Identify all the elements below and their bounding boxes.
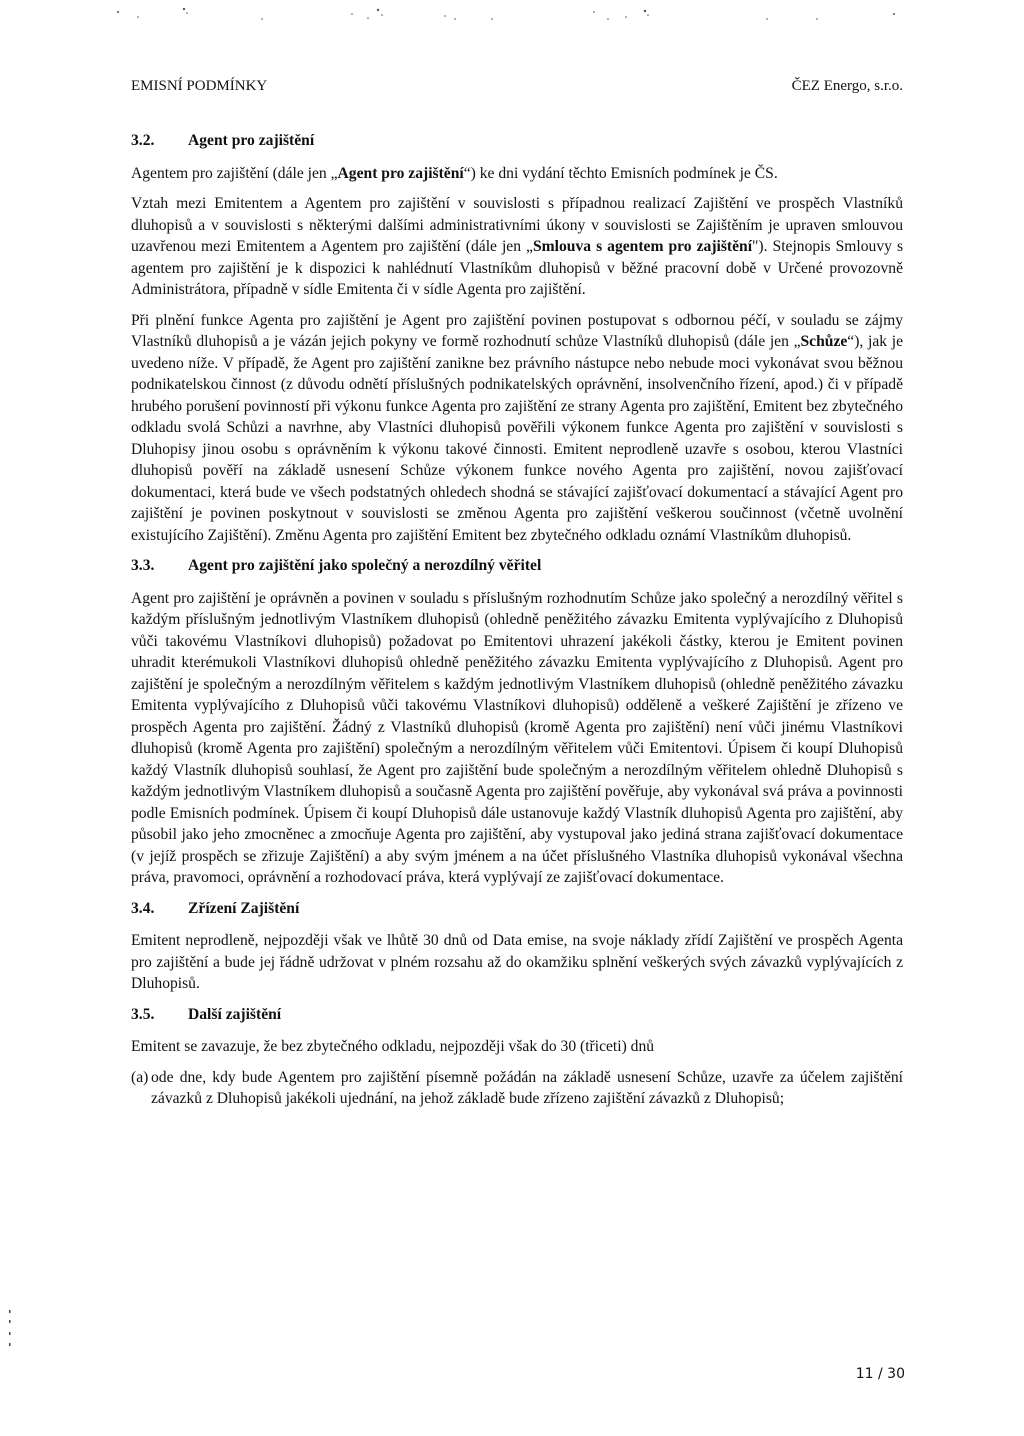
text-run: Při plnění funkce Agenta pro zajištění je Agent pro zajištění povinen postupovat s odbornou péčí, v souladu se zájmy Vlastníků dluhopisů a je vázán jejich pokyny ve formě rozhodnutí schůze Vlastníků dluhopisů (dále jen „ bbox=[131, 311, 903, 350]
defined-term: Schůze bbox=[800, 333, 848, 350]
text-run: Emitent se zavazuje, že bez zbytečného odkladu, nejpozději však do 30 (třiceti) dnů bbox=[131, 1038, 655, 1055]
defined-term: Agent pro zajištění bbox=[337, 164, 464, 182]
header-document-title: EMISNÍ PODMÍNKY bbox=[131, 78, 268, 94]
section-title: Zřízení Zajištění bbox=[188, 899, 300, 917]
section-title: Agent pro zajištění bbox=[188, 132, 315, 149]
text-run: Emitent neprodleně, nejpozději však ve lhůtě 30 dnů od Data emise, na svoje náklady zřídí Zajištění ve prospěch Agenta pro zajištění a bude jej řádně udržovat v plném rozsahu až do okamžiku splnění veškerých svých závazků vyplývajících z Dluhopisů. bbox=[131, 932, 903, 992]
list-item bbox=[131, 1067, 903, 1110]
page-number: 11 / 30 bbox=[855, 1366, 905, 1382]
paragraph bbox=[131, 193, 903, 301]
list-marker: (a) bbox=[131, 1068, 149, 1086]
paragraph bbox=[131, 310, 903, 547]
section-title: Agent pro zajištění jako společný a nerozdílný věřitel bbox=[188, 557, 542, 574]
section-heading bbox=[131, 555, 903, 577]
section-number: 3.5. bbox=[131, 1005, 155, 1023]
paragraph bbox=[131, 163, 903, 185]
section-heading bbox=[131, 898, 903, 920]
page-header bbox=[131, 74, 903, 98]
paragraph bbox=[131, 930, 903, 995]
margin-scan-mark bbox=[8, 1310, 12, 1350]
text-run: “), jak je uvedeno níže. V případě, že Agent pro zajištění zanikne bez právního nástupce nebo nebude moci vykonávat svou běžnou podnikatelskou činnost (z důvodu odnětí příslušných podnikatelských oprávnění, insolvenčního řízení, apod.) či v případě hrubého porušení povinností při výkonu funkce Agenta pro zajištění ze strany Agenta pro zajištění, Emitent bez zbytečného odkladu svolá Schůzi a navrhne, aby Vlastníci dluhopisů pověřili výkonem funkce Agenta pro zajištění v souvislosti s Dluhopisy jinou osobu s oprávněním k výkonu takové činnosti. Emitent neprodleně uzavře s osobou, kterou Vlastníci dluhopisů pověří na základě usnesení Schůze výkonem funkce nového Agenta pro zajištění, novou zajišťovací dokumentaci, která bude ve všech podstatných ohledech shodná se stávající zajišťovací dokumentací a stávající Agent pro zajištění je povinen poskytnout v souvislosti se změnou Agenta pro zajištění veškerou součinnost (včetně uvolnění existujícího Zajištění). Změnu Agenta pro zajištění Emitent bez zbytečného odkladu oznámí Vlastníkům dluhopisů. bbox=[131, 333, 903, 544]
document-body bbox=[131, 130, 903, 1110]
text-run: Agent pro zajištění je oprávněn a povinen v souladu s příslušným rozhodnutím Schůze jako společný a nerozdílný věřitel s každým příslušným jednotlivým Vlastníkem dluhopisů (ohledně peněžitého závazku Emitenta vyplývajícího z Dluhopisů vůči takovému Vlastníkovi dluhopisů) požadovat po Emitentovi uhrazení jakékoli částky, kterou je Emitent povinen uhradit kterémukoli Vlastníkovi dluhopisů ohledně peněžitého závazku Emitenta vyplývajícího z Dluhopisů. Agent pro zajištění je společným a nerozdílným věřitelem s každým jednotlivým Vlastníkem dluhopisů (ohledně peněžitého závazku Emitenta vyplývajícího z Dluhopisů vůči takovému Vlastníkovi dluhopisů) odděleně a veškeré Zajištění je zřízeno ve prospěch Agenta pro zajištění. Žádný z Vlastníků dluhopisů (kromě Agenta pro zajištění) není vůči jinému Vlastníkovi dluhopisů (kromě Agenta pro zajištění) společným a nerozdílným věřitelem vůči Emitentovi. Úpisem či koupí Dluhopisů každý Vlastník dluhopisů souhlasí, že Agent pro zajištění bude společným a nerozdílným věřitelem ohledně Dluhopisů s každým jednotlivým Vlastníkem dluhopisů a současně Agenta pro zajištění pověřuje, aby vykonával svá práva a povinnosti podle Emisních podmínek. Úpisem či koupí Dluhopisů dále ustanovuje každý Vlastník dluhopisů Agenta pro zajištění, aby působil jako jeho zmocněnec a zmocňuje Agenta pro zajištění, aby vystupoval jako jediná strana zajišťovací dokumentace (v jejíž prospěch se zřizuje Zajištění) a aby svým jménem a na účet příslušného Vlastníka dluhopisů vykonával všechna práva, pravomoci, oprávnění a rozhodovací práva, která vyplývají ze zajišťovací dokumentace. bbox=[131, 589, 903, 886]
section-number: 3.2. bbox=[131, 132, 155, 149]
text-run: "). Stejnopis Smlouvy s agentem pro zajištění je k dispozici k nahlédnutí Vlastníkům dluhopisů v běžné pracovní době v Určené provozovně Administrátora, případně v sídle Emitenta či v sídle Agenta pro zajištění. bbox=[131, 238, 904, 298]
text-run: Agentem pro zajištění (dále jen „ bbox=[131, 164, 338, 182]
defined-term: Smlouva s agentem pro zajištění bbox=[532, 238, 753, 255]
section-heading bbox=[131, 130, 903, 152]
section-title: Další zajištění bbox=[188, 1005, 282, 1023]
header-company-name: ČEZ Energo, s.r.o. bbox=[791, 78, 903, 94]
section-number: 3.4. bbox=[131, 899, 155, 917]
text-run: Vztah mezi Emitentem a Agentem pro zajištění v souvislosti s případnou realizací Zajištění ve prospěch Vlastníků dluhopisů a v souvislosti s některými dalšími administrativními úkony v souvislosti se Zajištěním je upraven smlouvou uzavřenou mezi Emitentem a Agentem pro zajištění (dále jen „ bbox=[131, 195, 903, 255]
paragraph bbox=[131, 1036, 903, 1058]
paragraph bbox=[131, 588, 903, 889]
section-number: 3.3. bbox=[131, 557, 155, 574]
list-text: ode dne, kdy bude Agentem pro zajištění písemně požádán na základě usnesení Schůze, uzavře za účelem zajištění závazků z Dluhopisů jakékoli ujednání, na jehož základě bude zřízeno zajištění závazků z Dluhopisů; bbox=[151, 1068, 903, 1107]
text-run: “) ke dni vydání těchto Emisních podmínek je ČS. bbox=[463, 164, 778, 182]
scan-artifacts bbox=[0, 0, 1024, 30]
section-heading bbox=[131, 1004, 903, 1026]
